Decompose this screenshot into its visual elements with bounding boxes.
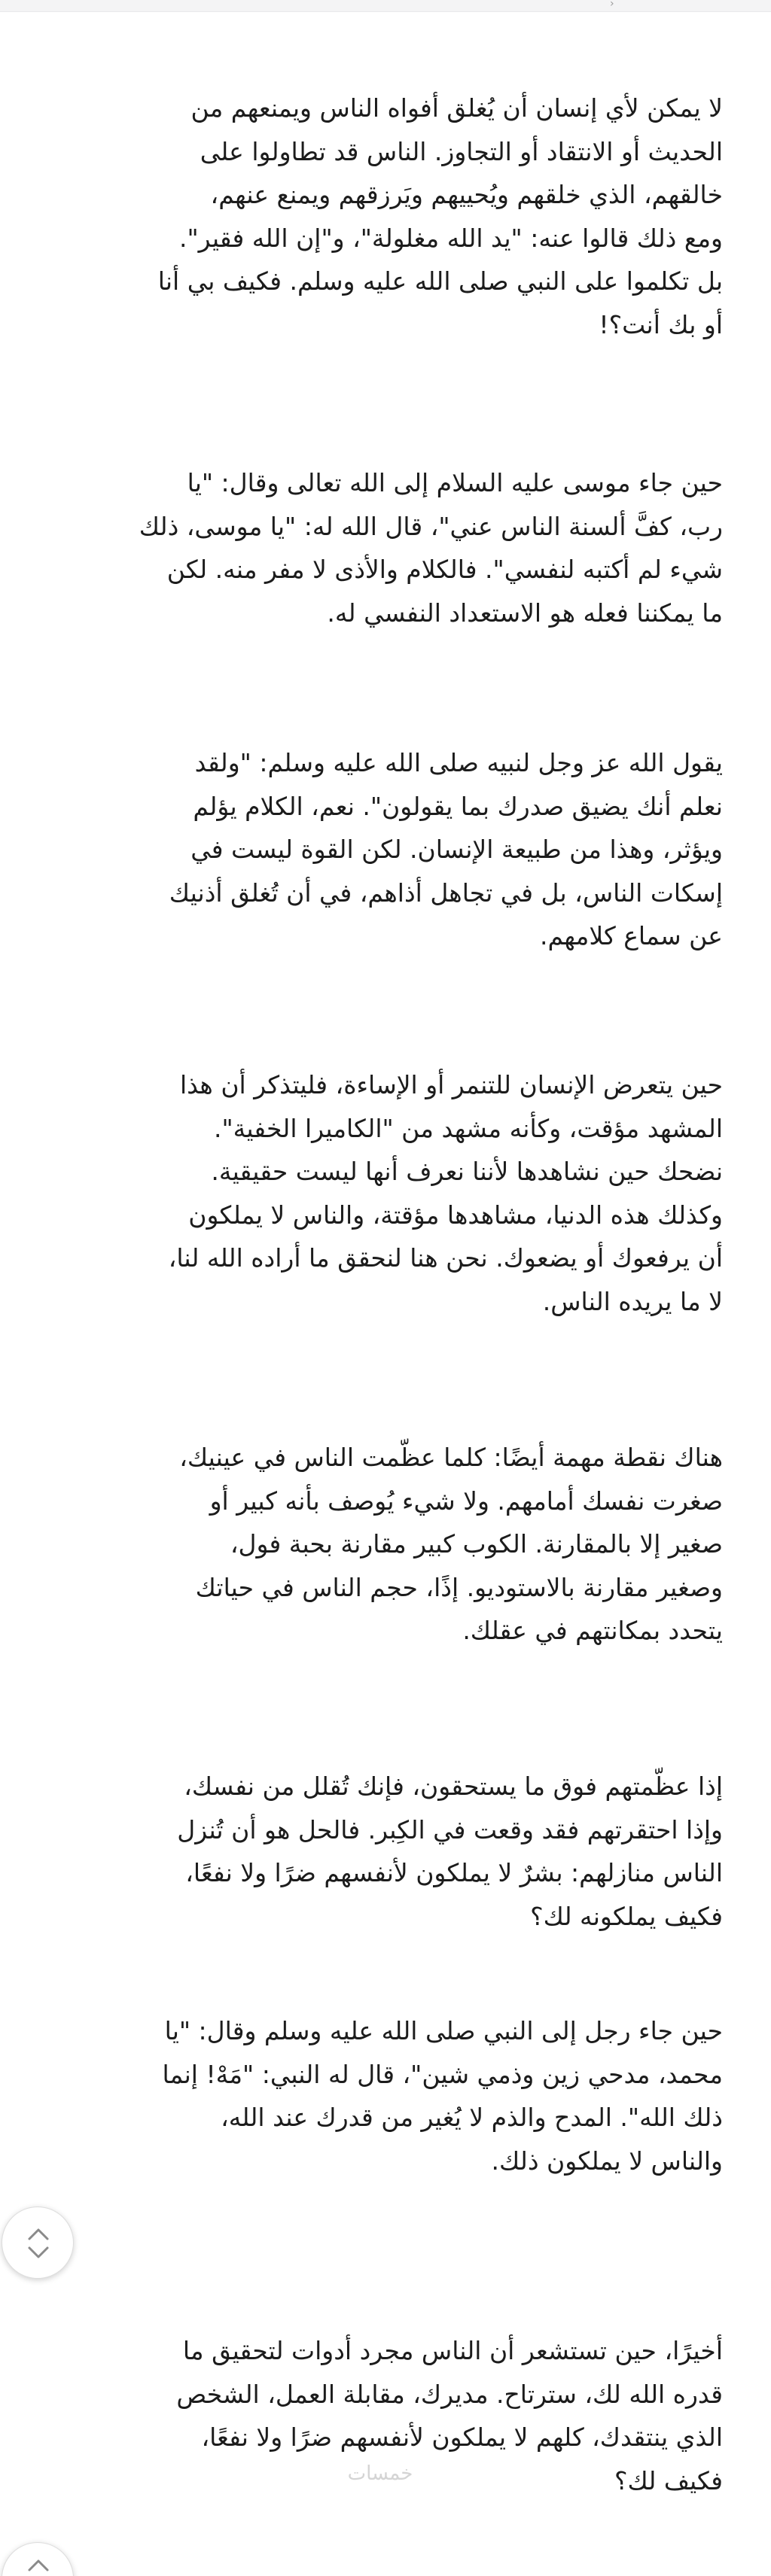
article-paragraph-5: هناك نقطة مهمة أيضًا: كلما عظّمت الناس في عينيك، صغرت نفسك أمامهم. ولا شيء يُوصف بأنه كبير أو صغير إلا بالمقارنة. الكوب كبير مقارنة بحبة فول، وصغير مقارنة بالاستوديو. إذًا، حجم الناس في حياتك يتحدد بمكانتهم في عقلك. [179,1443,723,1645]
top-browser-strip [0,0,771,12]
scroll-top-button[interactable] [2,2542,74,2576]
article-paragraph-3: يقول الله عز وجل لنبيه صلى الله عليه وسلم: "ولقد نعلم أنك يضيق صدرك بما يقولون". نعم، الكلام يؤلم ويؤثر، وهذا من طبيعة الإنسان. لكن القوة ليست في إسكات الناس، بل في تجاهل أذاهم، في أن تُغلق أذنيك عن سماع كلامهم. [169,748,723,950]
watermark: خمسات [347,2462,413,2485]
chevron-up-icon [23,2553,53,2576]
article-paragraph-1: لا يمكن لأي إنسان أن يُغلق أفواه الناس ويمنعهم من الحديث أو الانتقاد أو التجاوز. الناس قد تطاولوا على خالقهم، الذي خلقهم ويُحييهم ويَرزقهم ويمنع عنهم، ومع ذلك قالوا عنه: "يد الله مغلولة"، و"إن الله فقير". بل تكلموا على النبي صلى الله عليه وسلم. فكيف بي أنا أو بك أنت؟! [157,93,723,339]
article-paragraph-7: حين جاء رجل إلى النبي صلى الله عليه وسلم وقال: "يا محمد، مدحي زين وذمي شين"، قال له النبي: "مَهْ! إنما ذلك الله". المدح والذم لا يُغير من قدرك عند الله، والناس لا يملكون ذلك. [162,2016,723,2176]
article-paragraph-6: إذا عظّمتهم فوق ما يستحقون، فإنك تُقلل من نفسك، وإذا احتقرتهم فقد وقعت في الكِبر. فالحل هو أن تُنزل الناس منازلهم: بشرٌ لا يملكون لأنفسهم ضرًا ولا نفعًا، فكيف يملكونه لك؟ [177,1772,723,1931]
strip-mark-icon: › [610,0,614,10]
article-paragraph-8: أخيرًا، حين تستشعر أن الناس مجرد أدوات لتحقيق ما قدره الله لك، سترتاح. مديرك، مقابلة العمل، الشخص الذي ينتقدك، كلهم لا يملكون لأنفسهم ضرًا ولا نفعًا، فكيف لك؟ [176,2336,723,2495]
article-paragraph-4: حين يتعرض الإنسان للتنمر أو الإساءة، فليتذكر أن هذا المشهد مؤقت، وكأنه مشهد من "الكاميرا الخفية". نضحك حين نشاهدها لأننا نعرف أنها ليست حقيقية. وكذلك هذه الدنيا، مشاهدها مؤقتة، والناس لا يملكون أن يرفعوك أو يضعوك. نحن هنا لنحقق ما أراده الله لنا، لا ما يريده الناس. [168,1070,723,1316]
article-paragraph-2: حين جاء موسى عليه السلام إلى الله تعالى وقال: "يا رب، كفَّ ألسنة الناس عني"، قال الله له: "يا موسى، ذلك شيء لم أكتبه لنفسي". فالكلام والأذى لا مفر منه. لكن ما يمكننا فعله هو الاستعداد النفسي له. [139,468,723,628]
scroll-toggle-button[interactable] [2,2206,74,2279]
chevron-up-down-icon [23,2224,53,2263]
